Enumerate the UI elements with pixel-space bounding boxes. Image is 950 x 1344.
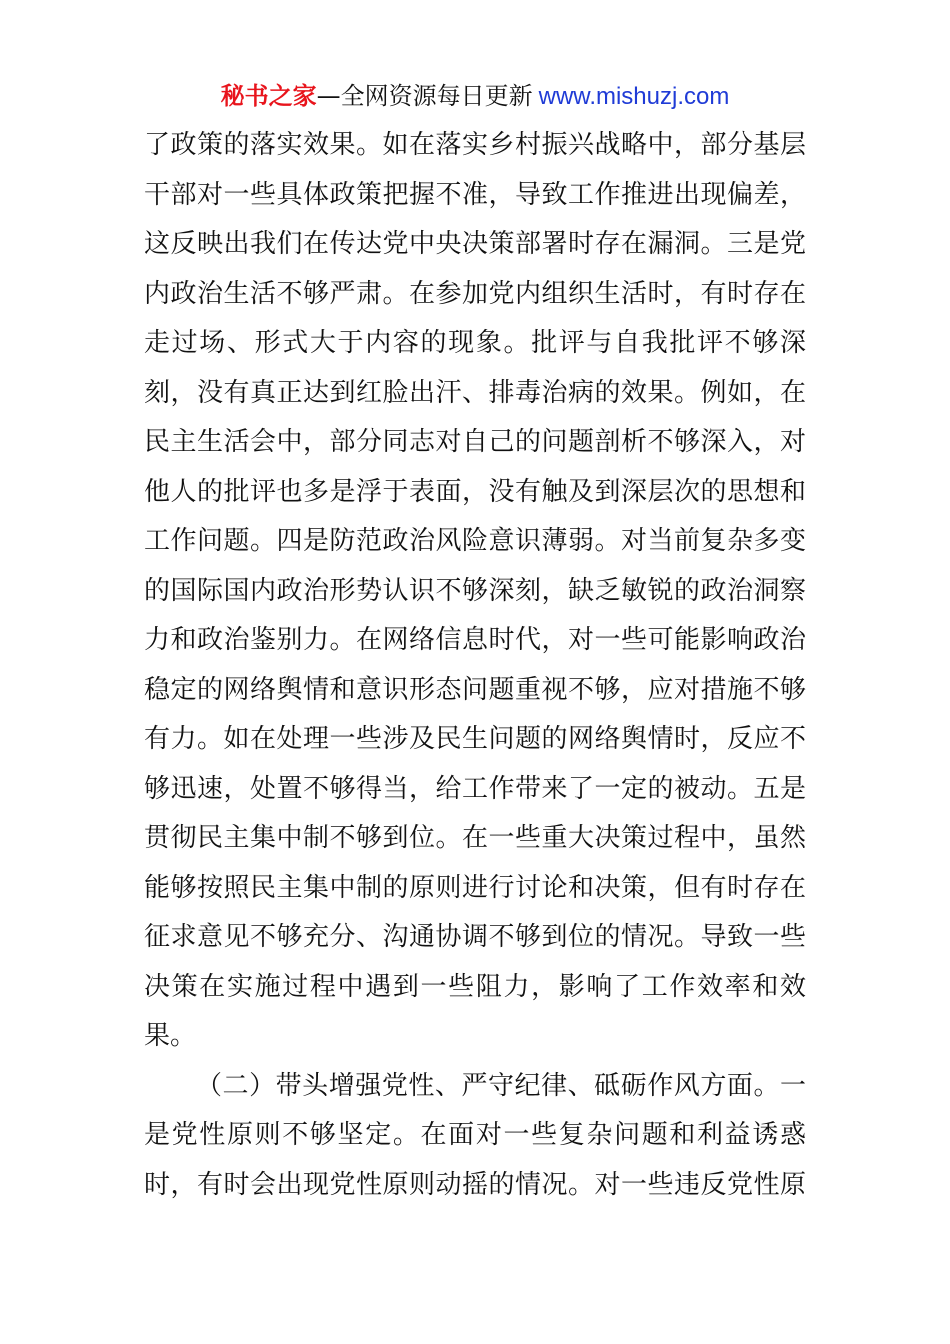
document-body — [144, 121, 806, 1210]
text-line: 刻，没有真正达到红脸出汗、排毒治病的效果。例如，在 — [144, 377, 806, 408]
text-line: 决策在实施过程中遇到一些阻力，影响了工作效率和效 — [144, 971, 806, 1002]
text-line: 征求意见不够充分、沟通协调不够到位的情况。导致一些 — [144, 922, 806, 952]
text-line: 能够按照民主集中制的原则进行讨论和决策，但有时存在 — [144, 872, 806, 903]
text-line: 力和政治鉴别力。在网络信息时代，对一些可能影响政治 — [144, 625, 806, 655]
text-line: 工作问题。四是防范政治风险意识薄弱。对当前复杂多变 — [144, 526, 806, 556]
text-line: 时，有时会出现党性原则动摇的情况。对一些违反党性原 — [144, 1169, 806, 1200]
text-line: 够迅速，处置不够得当，给工作带来了一定的被动。五是 — [144, 773, 806, 804]
text-line: 贯彻民主集中制不够到位。在一些重大决策过程中，虽然 — [144, 823, 806, 853]
text-line: 民主生活会中，部分同志对自己的问题剖析不够深入，对 — [144, 427, 806, 457]
text-line: 这反映出我们在传达党中央决策部署时存在漏洞。三是党 — [144, 229, 806, 259]
text-line: 是党性原则不够坚定。在面对一些复杂问题和利益诱惑 — [144, 1120, 806, 1150]
text-line-paragraph-end: 果。 — [144, 1021, 197, 1051]
site-tagline: —全网资源每日更新 — [316, 82, 533, 110]
site-url-link[interactable]: www.mishuzj.com — [538, 83, 730, 110]
text-line: 内政治生活不够严肃。在参加党内组织生活时，有时存在 — [144, 278, 806, 309]
site-brand: 秘书之家 — [220, 82, 317, 110]
text-line: 的国际国内政治形势认识不够深刻，缺乏敏锐的政治洞察 — [144, 575, 806, 606]
text-line: 他人的批评也多是浮于表面，没有触及到深层次的思想和 — [144, 476, 806, 507]
section-heading-line: （二）带头增强党性、严守纪律、砥砺作风方面。一 — [196, 1070, 806, 1101]
text-line: 有力。如在处理一些涉及民生问题的网络舆情时，反应不 — [144, 724, 806, 754]
text-line: 稳定的网络舆情和意识形态问题重视不够，应对措施不够 — [144, 674, 806, 705]
text-line: 了政策的落实效果。如在落实乡村振兴战略中，部分基层 — [144, 130, 806, 160]
text-line: 走过场、形式大于内容的现象。批评与自我批评不够深 — [144, 328, 806, 358]
text-line: 干部对一些具体政策把握不准，导致工作推进出现偏差， — [144, 179, 806, 210]
site-header — [0, 80, 950, 113]
